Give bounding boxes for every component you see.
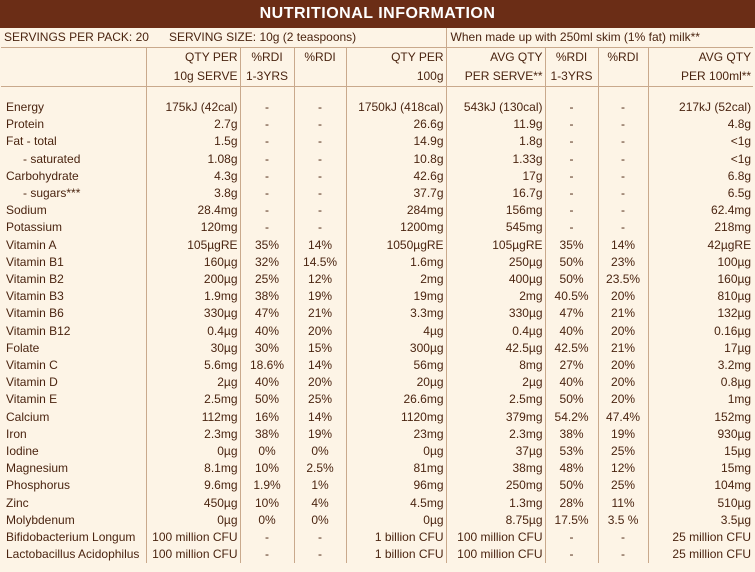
nutrient-value: 28.4mg (146, 202, 240, 219)
nutrient-value: 1120mg (346, 409, 446, 426)
nutrient-value: 12% (598, 460, 648, 477)
nutrient-row (1, 340, 753, 357)
nutrient-value: 17µg (648, 340, 753, 357)
nutrient-value: 545mg (446, 219, 545, 236)
nutrient-value: 26.6mg (346, 391, 446, 408)
nutrient-value: 81mg (346, 460, 446, 477)
header-empty (1, 48, 146, 68)
nutrient-row (1, 443, 753, 460)
nutrient-value: 6.8g (648, 168, 753, 185)
nutrient-value: 23.5% (598, 271, 648, 288)
nutrient-value: 1.08g (146, 151, 240, 168)
column-header (598, 67, 648, 87)
nutrient-value: 2µg (446, 374, 545, 391)
nutrient-value: - (240, 151, 294, 168)
nutrient-value: 330µg (446, 305, 545, 322)
nutrient-value: 100 million CFU (146, 546, 240, 563)
nutrient-name: Iron (6, 426, 27, 441)
nutrient-name: - saturated (23, 151, 81, 166)
nutrient-value: - (545, 151, 598, 168)
nutrient-value: 27% (545, 357, 598, 374)
header-empty (1, 67, 146, 87)
nutrient-value: 2.3mg (446, 426, 545, 443)
column-header (294, 67, 346, 87)
nutrient-value: 42µgRE (648, 237, 753, 254)
nutrient-row (1, 168, 753, 185)
nutrient-value: 53% (545, 443, 598, 460)
nutrient-value: 14.5% (294, 254, 346, 271)
nutrient-value: 4.5mg (346, 495, 446, 512)
column-header: 100g (346, 67, 446, 87)
column-header: QTY PER (146, 48, 240, 68)
nutrient-value: 2.5% (294, 460, 346, 477)
nutrient-value: - (294, 219, 346, 236)
nutrient-value: 3.8g (146, 185, 240, 202)
nutrient-row (1, 271, 753, 288)
nutrient-value: 2.7g (146, 116, 240, 133)
nutrient-value: 5.6mg (146, 357, 240, 374)
meta-row (1, 28, 753, 48)
nutrient-value: 1.3mg (446, 495, 545, 512)
nutrient-value: - (294, 133, 346, 150)
nutrient-name: Protein (6, 117, 45, 132)
made-up-note: When made up with 250ml skim (1% fat) milk** (446, 28, 753, 48)
nutrient-value: 2.3mg (146, 426, 240, 443)
nutrient-value: 200µg (146, 271, 240, 288)
column-header: %RDI (294, 48, 346, 68)
nutrient-value: 2.5mg (146, 391, 240, 408)
nutrient-value: 400µg (446, 271, 545, 288)
nutrient-row (1, 185, 753, 202)
nutrient-value: 48% (545, 460, 598, 477)
nutrient-value: 54.2% (545, 409, 598, 426)
nutrient-value: 37µg (446, 443, 545, 460)
nutrient-value: 10.8g (346, 151, 446, 168)
nutrient-name: Vitamin B1 (6, 254, 64, 269)
nutrient-value: - (598, 99, 648, 116)
column-header-row (1, 48, 753, 68)
nutrient-value: 17g (446, 168, 545, 185)
nutrient-value: 42.5µg (446, 340, 545, 357)
nutrient-value: 38% (240, 426, 294, 443)
nutrient-name: Vitamin D (6, 375, 58, 390)
nutrient-value: - (240, 219, 294, 236)
nutrient-value: 2.5mg (446, 391, 545, 408)
nutrient-value: - (294, 151, 346, 168)
nutrient-row (1, 151, 753, 168)
nutrient-row (1, 202, 753, 219)
nutrient-value: 379mg (446, 409, 545, 426)
nutrient-value: 14% (294, 237, 346, 254)
nutrient-value: 50% (545, 254, 598, 271)
nutrient-value: 96mg (346, 477, 446, 494)
nutrient-name: Magnesium (6, 461, 69, 476)
nutrient-name: Molybdenum (6, 512, 75, 527)
nutrient-value: 47% (545, 305, 598, 322)
nutrient-value: 20% (598, 374, 648, 391)
nutrient-value: 21% (598, 340, 648, 357)
nutrient-value: 0.4µg (146, 323, 240, 340)
nutrient-value: - (545, 168, 598, 185)
nutrient-name: Sodium (6, 203, 47, 218)
nutrient-value: 175kJ (42cal) (146, 99, 240, 116)
nutrient-row (1, 237, 753, 254)
nutrient-value: 14% (294, 409, 346, 426)
nutrient-row (1, 116, 753, 133)
nutrient-value: 4.8g (648, 116, 753, 133)
nutrition-table (1, 28, 753, 563)
nutrient-value: - (598, 133, 648, 150)
column-header: PER SERVE** (446, 67, 545, 87)
nutrient-value: 56mg (346, 357, 446, 374)
nutrient-value: - (598, 529, 648, 546)
nutrient-value: 100 million CFU (446, 546, 545, 563)
nutrient-value: 28% (545, 495, 598, 512)
panel-title: NUTRITIONAL INFORMATION (0, 0, 755, 28)
nutrient-row (1, 426, 753, 443)
nutrient-value: - (294, 202, 346, 219)
column-header: AVG QTY (648, 48, 753, 68)
nutrient-value: 21% (294, 305, 346, 322)
nutrient-value: - (545, 133, 598, 150)
nutrient-value: 21% (598, 305, 648, 322)
nutrient-value: 30% (240, 340, 294, 357)
nutrient-value: 2µg (146, 374, 240, 391)
nutrient-value: 14% (294, 357, 346, 374)
nutrient-value: - (545, 185, 598, 202)
nutrient-value: <1g (648, 151, 753, 168)
nutrient-value: 543kJ (130cal) (446, 99, 545, 116)
nutrient-value: 20µg (346, 374, 446, 391)
nutrient-name: Potassium (6, 220, 63, 235)
nutrient-value: 100 million CFU (446, 529, 545, 546)
nutrient-value: 15µg (648, 443, 753, 460)
nutrient-value: 1.6mg (346, 254, 446, 271)
nutrient-value: 330µg (146, 305, 240, 322)
serving-size: SERVING SIZE: 10g (2 teaspoons) (168, 30, 357, 44)
nutrient-value: - (598, 116, 648, 133)
nutrient-value: 1% (294, 477, 346, 494)
nutrient-value: - (598, 168, 648, 185)
nutrient-value: 132µg (648, 305, 753, 322)
nutrient-value: 250mg (446, 477, 545, 494)
nutrient-value: - (294, 168, 346, 185)
nutrient-value: 30µg (146, 340, 240, 357)
nutrient-value: 23% (598, 254, 648, 271)
nutrient-row (1, 305, 753, 322)
nutrient-value: <1g (648, 133, 753, 150)
nutrient-row (1, 374, 753, 391)
nutrient-row (1, 546, 753, 563)
nutrient-value: 40% (545, 374, 598, 391)
nutrient-value: 35% (545, 237, 598, 254)
nutrient-value: 11% (598, 495, 648, 512)
column-header: QTY PER (346, 48, 446, 68)
nutrient-value: - (240, 133, 294, 150)
nutrient-value: 25% (598, 477, 648, 494)
nutrient-value: 20% (294, 374, 346, 391)
nutrient-value: - (545, 202, 598, 219)
nutrient-value: 25% (294, 391, 346, 408)
nutrient-row (1, 99, 753, 116)
column-header: %RDI (240, 48, 294, 68)
nutrient-value: 50% (240, 391, 294, 408)
nutrient-value: 8.75µg (446, 512, 545, 529)
nutrient-value: 152mg (648, 409, 753, 426)
nutrient-value: 40% (240, 374, 294, 391)
nutrient-value: 1.9mg (146, 288, 240, 305)
nutrient-name: Vitamin C (6, 358, 58, 373)
nutrient-name: Iodine (6, 444, 39, 459)
nutrient-value: 0µg (346, 512, 446, 529)
nutrient-value: 38mg (446, 460, 545, 477)
nutrient-value: 156mg (446, 202, 545, 219)
nutrient-value: 3.5 % (598, 512, 648, 529)
nutrient-value: 20% (598, 288, 648, 305)
nutrient-value: - (598, 202, 648, 219)
column-header-row (1, 67, 753, 87)
nutrient-value: 3.3mg (346, 305, 446, 322)
nutrient-name: Folate (6, 340, 40, 355)
nutrient-row (1, 460, 753, 477)
nutrient-value: 1.5g (146, 133, 240, 150)
nutrient-name: Vitamin A (6, 237, 57, 252)
nutrient-value: 62.4mg (648, 202, 753, 219)
nutrient-value: 14.9g (346, 133, 446, 150)
nutrient-value: 284mg (346, 202, 446, 219)
nutrient-name: Phosphorus (6, 478, 71, 493)
nutrient-name: Zinc (6, 495, 29, 510)
nutrient-name: Vitamin B3 (6, 289, 64, 304)
nutrient-value: 0µg (346, 443, 446, 460)
nutrient-value: 8mg (446, 357, 545, 374)
nutrient-value: - (294, 546, 346, 563)
nutrient-value: 0.8µg (648, 374, 753, 391)
nutrient-value: 35% (240, 237, 294, 254)
nutrient-name: Calcium (6, 409, 50, 424)
nutrient-row (1, 288, 753, 305)
nutrient-value: 1.33g (446, 151, 545, 168)
nutrient-value: 17.5% (545, 512, 598, 529)
nutrient-value: - (545, 546, 598, 563)
nutrient-value: - (294, 116, 346, 133)
nutrient-value: - (598, 546, 648, 563)
column-header: 10g SERVE (146, 67, 240, 87)
column-header: %RDI (545, 48, 598, 68)
nutrient-value: 1.9% (240, 477, 294, 494)
nutrient-row (1, 357, 753, 374)
nutrient-value: 4.3g (146, 168, 240, 185)
nutrient-value: 25% (240, 271, 294, 288)
nutrient-value: 23mg (346, 426, 446, 443)
nutrient-value: - (545, 116, 598, 133)
nutrient-value: 11.9g (446, 116, 545, 133)
column-header: %RDI (598, 48, 648, 68)
nutrient-value: 19% (598, 426, 648, 443)
nutrient-value: 0µg (146, 512, 240, 529)
nutrient-value: 105µgRE (146, 237, 240, 254)
nutrient-value: - (545, 99, 598, 116)
nutrient-value: 38% (240, 288, 294, 305)
nutrient-value: - (240, 546, 294, 563)
nutrient-value: 19mg (346, 288, 446, 305)
nutrient-value: 160µg (146, 254, 240, 271)
nutrient-value: 47% (240, 305, 294, 322)
nutrient-value: 32% (240, 254, 294, 271)
nutrient-name: Carbohydrate (6, 168, 79, 183)
nutrient-value: 1750kJ (418cal) (346, 99, 446, 116)
nutrient-value: - (240, 202, 294, 219)
nutrient-value: 0.16µg (648, 323, 753, 340)
nutrient-row (1, 323, 753, 340)
nutrient-value: 25% (598, 443, 648, 460)
nutrient-value: 2mg (346, 271, 446, 288)
nutrient-value: - (598, 151, 648, 168)
nutrient-row (1, 219, 753, 236)
nutrient-row (1, 495, 753, 512)
nutrient-value: 1.8g (446, 133, 545, 150)
spacer-row (1, 87, 753, 100)
nutrient-value: 104mg (648, 477, 753, 494)
nutrient-value: 12% (294, 271, 346, 288)
nutrient-name: Vitamin B2 (6, 272, 64, 287)
nutrient-value: 450µg (146, 495, 240, 512)
nutrient-value: 1 billion CFU (346, 546, 446, 563)
servings-per-pack: SERVINGS PER PACK: 20 SERVING SIZE: 10g (2 teaspoons) (1, 28, 294, 48)
nutrient-row (1, 512, 753, 529)
nutrient-value: 3.5µg (648, 512, 753, 529)
nutrient-value: - (240, 529, 294, 546)
nutrient-value: 510µg (648, 495, 753, 512)
column-header: AVG QTY (446, 48, 545, 68)
nutrient-row (1, 529, 753, 546)
nutrient-value: 1 billion CFU (346, 529, 446, 546)
nutrient-value: 16% (240, 409, 294, 426)
nutrient-value: 37.7g (346, 185, 446, 202)
nutrient-name: Fat - total (6, 134, 57, 149)
nutrient-value: 0% (240, 443, 294, 460)
nutrient-value: 19% (294, 426, 346, 443)
nutrient-name: Vitamin E (6, 392, 58, 407)
nutrient-value: 0% (294, 512, 346, 529)
nutrient-value: - (294, 99, 346, 116)
nutrient-name: - sugars*** (23, 186, 81, 201)
nutrient-value: 9.6mg (146, 477, 240, 494)
nutrient-name: Lactobacillus Acidophilus (6, 547, 140, 562)
nutrient-value: 0% (240, 512, 294, 529)
nutrient-value: 15mg (648, 460, 753, 477)
nutrient-value: 217kJ (52cal) (648, 99, 753, 116)
nutrient-value: 1050µgRE (346, 237, 446, 254)
nutrient-value: 20% (598, 323, 648, 340)
nutrient-value: - (240, 116, 294, 133)
nutrient-value: - (240, 168, 294, 185)
nutrient-value: 50% (545, 391, 598, 408)
nutrient-value: 218mg (648, 219, 753, 236)
nutrient-row (1, 409, 753, 426)
nutrient-value: 3.2mg (648, 357, 753, 374)
nutrient-value: 40% (545, 323, 598, 340)
nutrient-row (1, 391, 753, 408)
nutrient-value: - (598, 185, 648, 202)
nutrient-value: - (545, 219, 598, 236)
nutrient-value: 0.4µg (446, 323, 545, 340)
nutrient-value: 160µg (648, 271, 753, 288)
column-header: PER 100ml** (648, 67, 753, 87)
nutrient-value: - (294, 185, 346, 202)
nutrient-value: - (598, 219, 648, 236)
nutrient-value: 6.5g (648, 185, 753, 202)
nutrient-value: 18.6% (240, 357, 294, 374)
nutrient-value: 250µg (446, 254, 545, 271)
nutrient-name: Vitamin B12 (6, 323, 71, 338)
nutrient-name: Energy (6, 100, 45, 114)
nutrient-value: 300µg (346, 340, 446, 357)
nutrient-value: 1200mg (346, 219, 446, 236)
nutrient-value: 14% (598, 237, 648, 254)
nutrient-value: 105µgRE (446, 237, 545, 254)
nutrient-name: Vitamin B6 (6, 306, 64, 321)
nutrient-value: 2mg (446, 288, 545, 305)
nutrient-row (1, 254, 753, 271)
nutrient-value: 112mg (146, 409, 240, 426)
nutrient-value: 25 million CFU (648, 546, 753, 563)
nutrient-value: 930µg (648, 426, 753, 443)
column-header: 1-3YRS (240, 67, 294, 87)
nutrient-value: 10% (240, 460, 294, 477)
nutrient-value: 42.6g (346, 168, 446, 185)
nutrient-value: - (294, 529, 346, 546)
nutrient-value: - (240, 185, 294, 202)
nutrient-row (1, 133, 753, 150)
nutrient-value: 100µg (648, 254, 753, 271)
nutrient-value: 100 million CFU (146, 529, 240, 546)
nutrient-value: 19% (294, 288, 346, 305)
nutrient-value: 42.5% (545, 340, 598, 357)
nutrient-value: - (240, 99, 294, 116)
nutrient-value: 0µg (146, 443, 240, 460)
nutrient-value: 0% (294, 443, 346, 460)
nutrient-value: 26.6g (346, 116, 446, 133)
nutrient-value: 120mg (146, 219, 240, 236)
nutrient-value: 20% (598, 357, 648, 374)
column-header: 1-3YRS (545, 67, 598, 87)
nutrient-value: 47.4% (598, 409, 648, 426)
nutrient-value: 15% (294, 340, 346, 357)
nutrient-row (1, 477, 753, 494)
nutrient-value: 38% (545, 426, 598, 443)
nutrient-value: 1mg (648, 391, 753, 408)
nutrient-value: - (545, 529, 598, 546)
nutrient-value: 40% (240, 323, 294, 340)
nutrient-value: 25 million CFU (648, 529, 753, 546)
nutrient-value: 20% (294, 323, 346, 340)
nutrient-value: 4% (294, 495, 346, 512)
nutrient-value: 10% (240, 495, 294, 512)
nutrient-value: 4µg (346, 323, 446, 340)
nutrient-value: 40.5% (545, 288, 598, 305)
nutrient-value: 50% (545, 477, 598, 494)
nutrient-value: 50% (545, 271, 598, 288)
nutrient-value: 20% (598, 391, 648, 408)
nutrient-name: Bifidobacterium Longum (6, 530, 136, 545)
nutrient-value: 16.7g (446, 185, 545, 202)
nutrient-value: 810µg (648, 288, 753, 305)
nutrient-value: 8.1mg (146, 460, 240, 477)
